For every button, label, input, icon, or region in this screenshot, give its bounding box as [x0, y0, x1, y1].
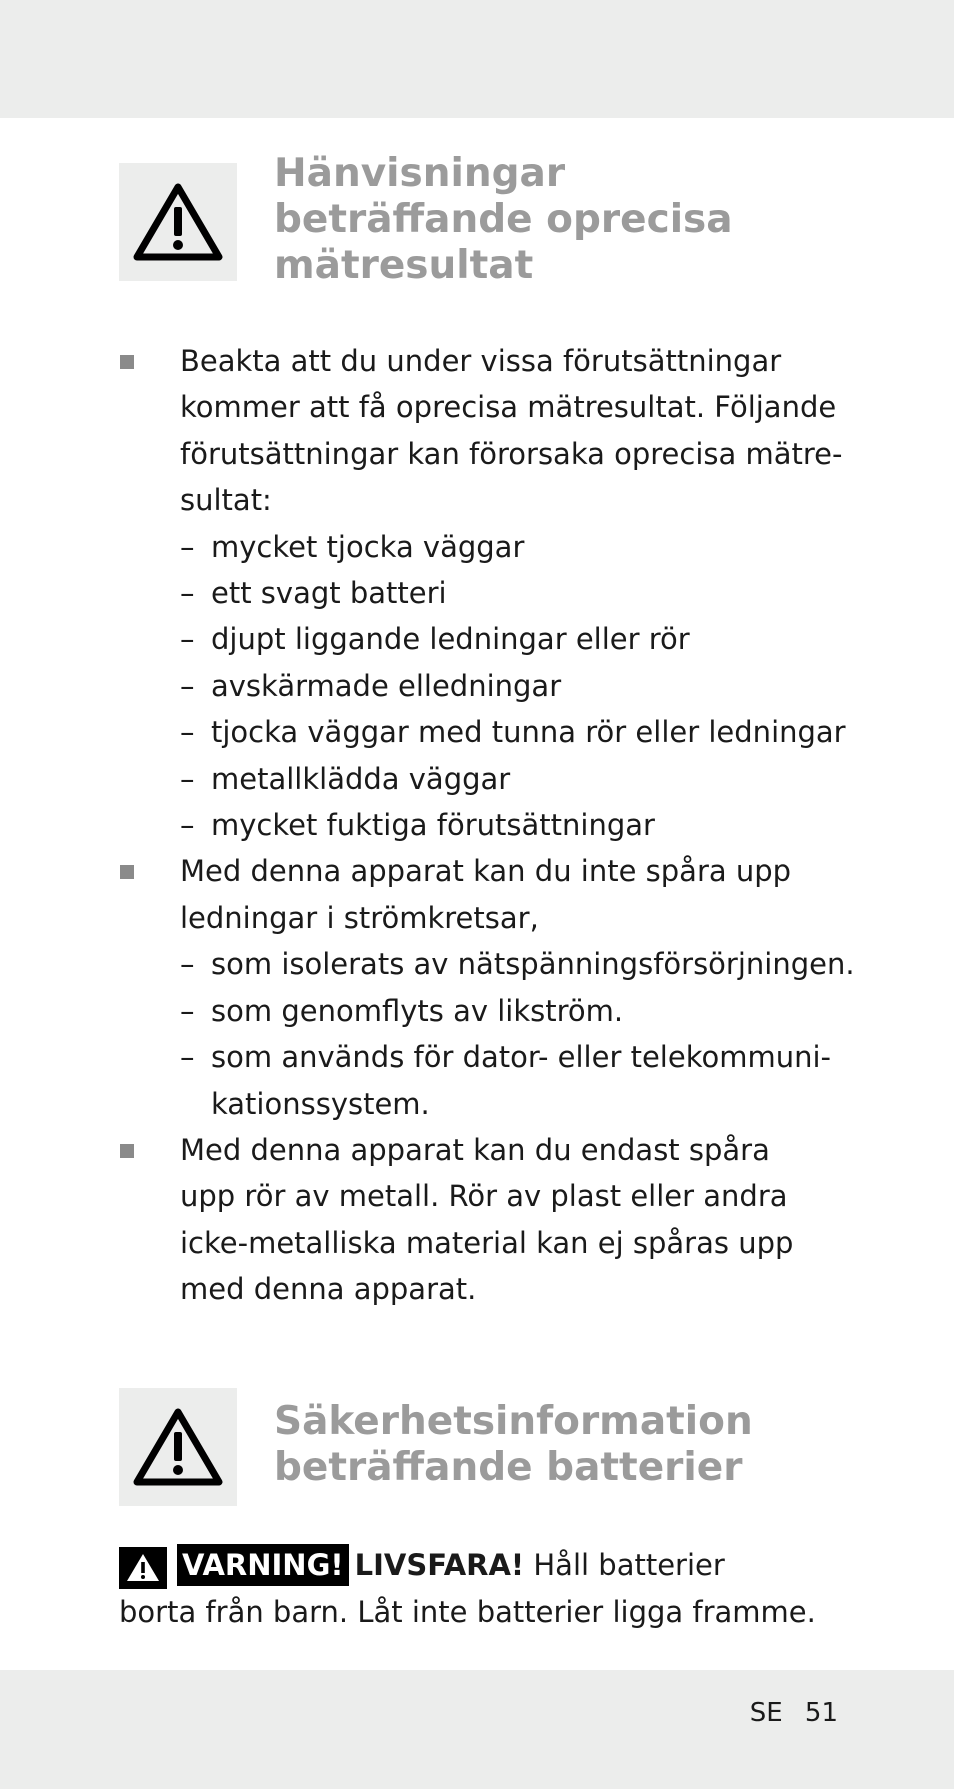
page-number: 51 [804, 1698, 838, 1728]
sub-item [180, 616, 848, 662]
danger-label: LIVSFARA! [354, 1548, 525, 1582]
sub-item-text: mycket fuktiga förutsättningar [211, 808, 655, 843]
section-warning-box [119, 1388, 237, 1506]
sub-item-text: som isolerats av nätspänningsförsörjningen. [211, 947, 855, 982]
section-heading-line: beträffande batterier [274, 1445, 743, 1490]
sub-item-text: kationssystem. [211, 1086, 430, 1121]
dash-marker: – [180, 529, 195, 564]
warning-text: Håll batterier [533, 1548, 725, 1582]
sub-item-text: tjocka väggar med tunna rör eller ledningar [211, 715, 846, 750]
bullet-square-icon [120, 355, 134, 369]
section-warning-box [119, 163, 237, 281]
section-heading-line: Säkerhetsinformation [274, 1399, 753, 1444]
sub-item [180, 941, 855, 987]
sub-item [180, 756, 848, 802]
warning-triangle-icon [125, 1552, 161, 1583]
warning-badge [119, 1547, 167, 1589]
sub-item-text: avskärmade elledningar [211, 668, 562, 703]
item-text-line: ledningar i strömkretsar, [180, 900, 539, 935]
section-heading [274, 151, 733, 289]
warning-text: borta från barn. Låt inte batterier ligga framme. [119, 1595, 816, 1629]
bullet-square-icon [120, 865, 134, 879]
dash-marker: – [180, 1040, 195, 1075]
sub-item-text: djupt liggande ledningar eller rör [211, 622, 690, 657]
item-text-line: icke-metalliska material kan ej spåras upp [180, 1225, 794, 1260]
dash-marker: – [180, 576, 195, 611]
dash-marker: – [180, 715, 195, 750]
item-text-line: förutsättningar kan förorsaka oprecisa mätre- [180, 436, 843, 471]
sub-item-text: metallklädda väggar [211, 761, 511, 796]
warning-triangle-icon [133, 183, 223, 261]
dash-marker: – [180, 622, 195, 657]
language-code: SE [749, 1698, 783, 1728]
list-item [118, 1127, 848, 1313]
section-heading-line: mätresultat [274, 243, 534, 288]
sub-item [180, 570, 848, 616]
sub-item [180, 709, 848, 755]
item-text-line: med denna apparat. [180, 1272, 477, 1307]
item-text-line: kommer att få oprecisa mätresultat. Följande [180, 390, 837, 425]
warning-triangle-icon [133, 1408, 223, 1486]
warning-label: VARNING! [177, 1544, 349, 1586]
dash-marker: – [180, 947, 195, 982]
sub-item [180, 988, 848, 1034]
item-text-line: sultat: [180, 483, 272, 518]
item-text-line: Med denna apparat kan du inte spåra upp [180, 854, 792, 889]
sub-item [180, 1034, 848, 1127]
bullet-square-icon [120, 1144, 134, 1158]
item-text-line: Beakta att du under vissa förutsättningar [180, 344, 782, 378]
bullet-list [118, 338, 855, 1313]
sub-item-text: mycket tjocka väggar [211, 529, 525, 564]
item-text-line: upp rör av metall. Rör av plast eller andra [180, 1179, 788, 1214]
sub-item-text: som används för dator- eller telekommuni- [211, 1040, 831, 1075]
sub-item [180, 524, 848, 570]
dash-marker: – [180, 761, 195, 796]
dash-marker: – [180, 808, 195, 843]
list-item [118, 338, 848, 848]
dash-marker: – [180, 668, 195, 703]
list-item [118, 848, 855, 1126]
section-heading [274, 1399, 753, 1491]
sub-item [180, 802, 848, 848]
top-band [0, 0, 954, 118]
bottom-band [0, 1670, 954, 1789]
warning-paragraph [119, 1542, 839, 1636]
section-heading-line: Hänvisningar [274, 151, 566, 196]
sub-item [180, 663, 848, 709]
page-footer [750, 1698, 838, 1728]
sub-item-text: ett svagt batteri [211, 576, 447, 611]
section-heading-line: beträffande oprecisa [274, 197, 733, 242]
item-text-line: Med denna apparat kan du endast spåra [180, 1132, 770, 1167]
dash-marker: – [180, 993, 195, 1028]
sub-item-text: som genomflyts av likström. [211, 993, 624, 1028]
